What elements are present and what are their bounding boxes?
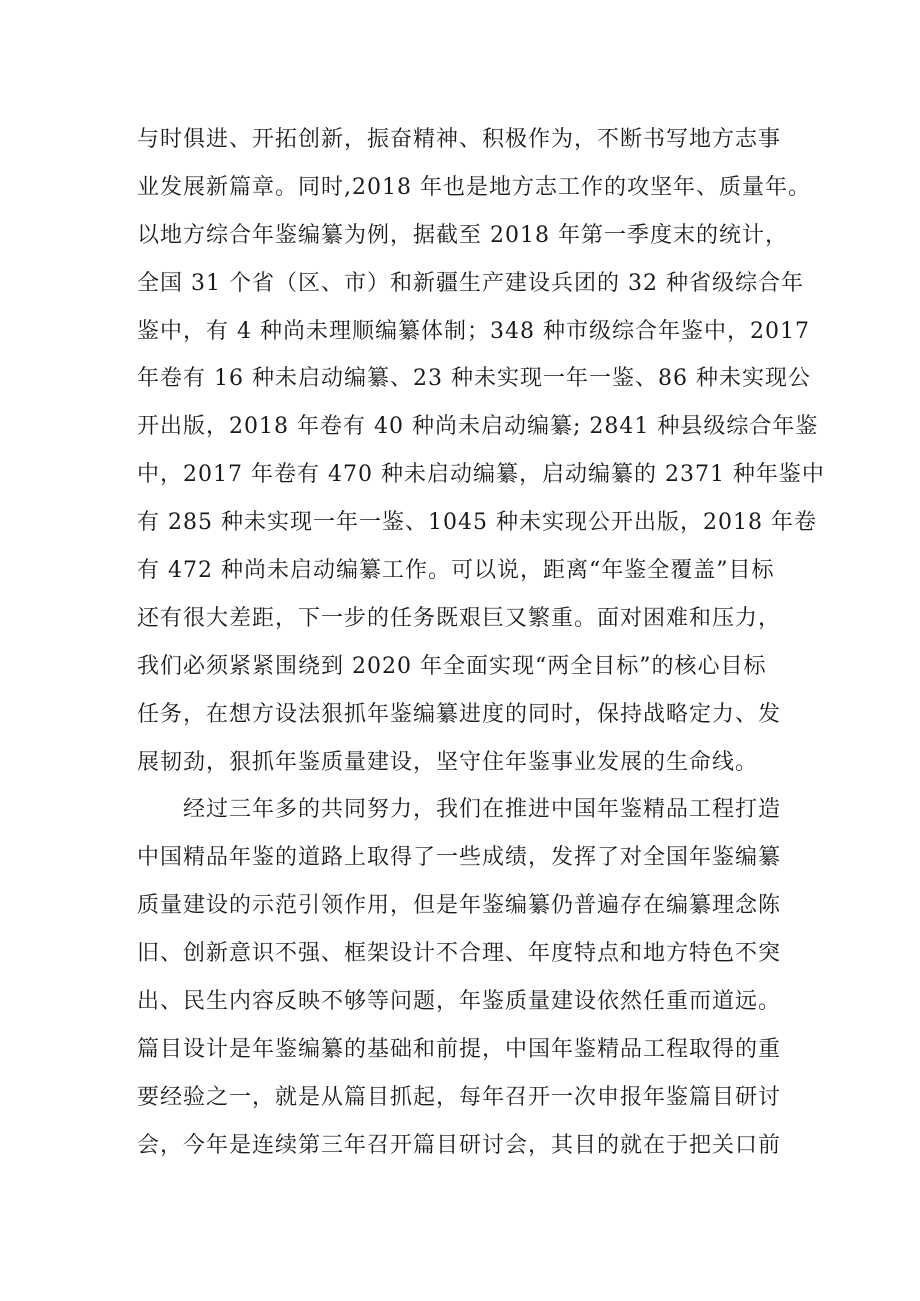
text-line: 篇目设计是年鉴编纂的基础和前提，中国年鉴精品工程取得的重 [137, 1036, 782, 1062]
text-line: 任务，在想方设法狠抓年鉴编纂进度的同时，保持战略定力、发 [137, 701, 782, 727]
text-line: 与时俱进、开拓创新，振奋精神、积极作为，不断书写地方志事 [137, 127, 782, 152]
text-line: 还有很大差距，下一步的任务既艰巨又繁重。面对困难和压力， [137, 605, 782, 631]
body-text [137, 116, 825, 1170]
text-line: 出、民生内容反映不够等问题，年鉴质量建设依然任重而道远。 [137, 989, 782, 1015]
paragraph-start-line: 经过三年多的共同努力，我们在推进中国年鉴精品工程打造 [183, 797, 782, 823]
text-line: 旧、创新意识不强、框架设计不合理、年度特点和地方特色不突 [137, 941, 782, 967]
text-line: 有 285 种未实现一年一鉴、1045 种未实现公开出版，2018 年卷 [137, 510, 817, 536]
text-line: 全国 31 个省（区、市）和新疆生产建设兵团的 32 种省级综合年 [137, 270, 804, 296]
text-line: 年卷有 16 种未启动编纂、23 种未实现一年一鉴、86 种未实现公 [137, 366, 811, 392]
text-line: 要经验之一，就是从篇目抓起，每年召开一次申报年鉴篇目研讨 [137, 1084, 782, 1110]
text-line: 我们必须紧紧围绕到 2020 年全面实现“两全目标”的核心目标 [137, 653, 767, 679]
text-line: 中，2017 年卷有 470 种未启动编纂，启动编纂的 2371 种年鉴中 [137, 462, 825, 488]
text-line: 会，今年是连续第三年召开篇目研讨会，其目的就在于把关口前 [137, 1132, 782, 1158]
text-line: 质量建设的示范引领作用，但是年鉴编纂仍普遍存在编纂理念陈 [137, 893, 782, 919]
text-line: 中国精品年鉴的道路上取得了一些成绩，发挥了对全国年鉴编纂 [137, 845, 782, 871]
text-line: 开出版，2018 年卷有 40 种尚未启动编纂; 2841 种县级综合年鉴 [137, 414, 819, 440]
text-line: 展韧劲，狠抓年鉴质量建设，坚守住年鉴事业发展的生命线。 [137, 749, 759, 775]
text-line: 业发展新篇章。同时,2018 年也是地方志工作的攻坚年、质量年。 [137, 174, 811, 200]
text-line: 鉴中，有 4 种尚未理顺编纂体制；348 种市级综合年鉴中，2017 [137, 318, 810, 344]
text-line: 以地方综合年鉴编纂为例，据截至 2018 年第一季度末的统计， [137, 222, 788, 248]
text-line: 有 472 种尚未启动编纂工作。可以说，距离“年鉴全覆盖”目标 [137, 558, 775, 584]
